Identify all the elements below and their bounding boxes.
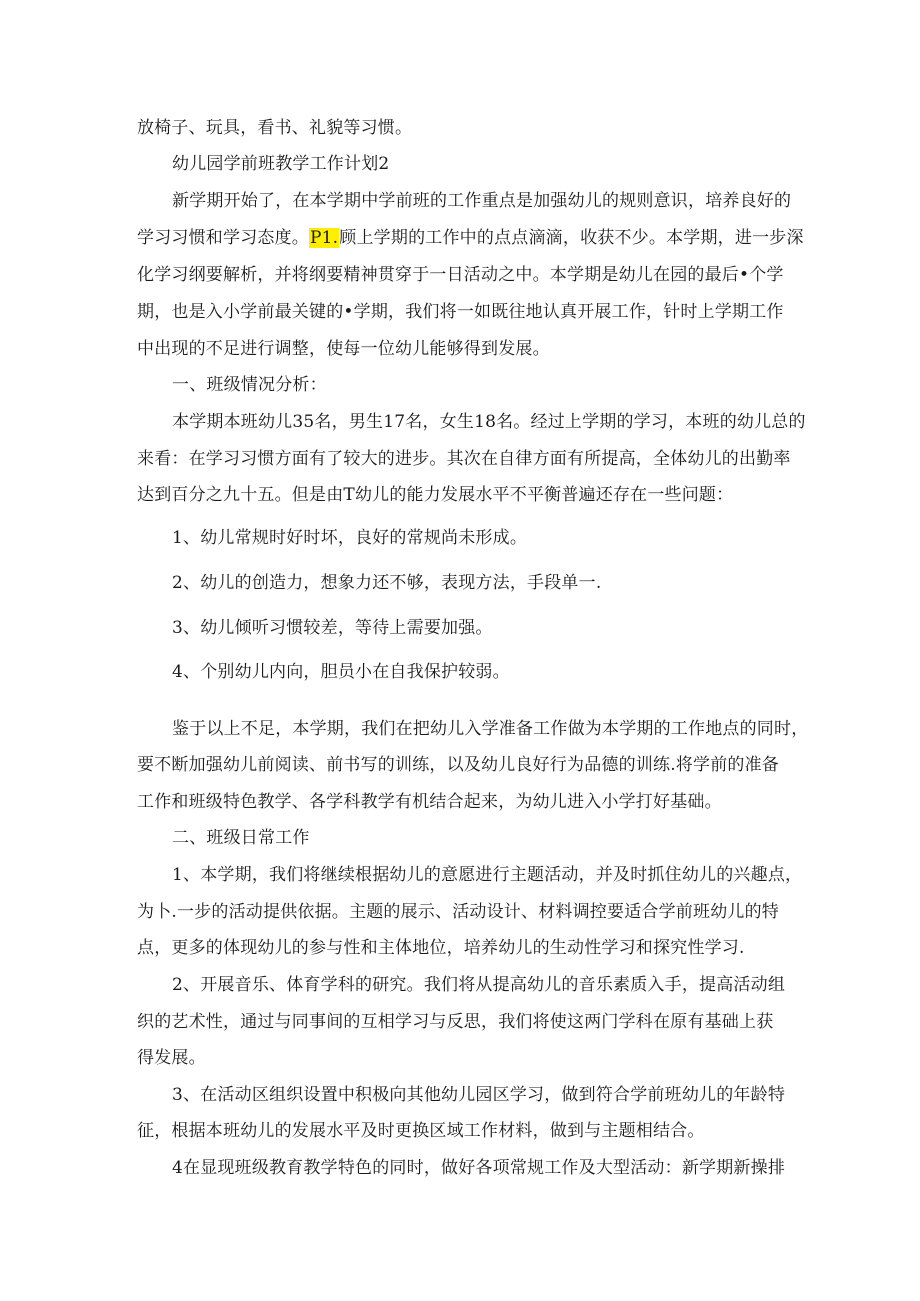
text-line: 要不断加强幼儿前阅读、前书写的训练，以及幼儿良好行为品德的训练.将学前的准备 [137,755,780,775]
section-heading: 一、班级情况分析： [172,375,327,395]
text-line [137,227,804,249]
section-title: 幼儿园学前班教学工作计划2 [172,154,390,174]
text-line: 织的艺术性，通过与同事间的互相学习与反思，我们将使这两门学科在原有基础上获 [137,1012,774,1032]
text-line: 4在显现班级教育教学特色的同时，做好各项常规工作及大型活动：新学期新操排 [172,1158,786,1178]
list-item: 2、幼儿的创造力，想象力还不够，表现方法，手段单一. [172,573,602,593]
text-line: 得发展。 [137,1048,206,1068]
text-fragment: 顾上学期的工作中的点点滴滴，收获不少。本学期，进一步深 [339,228,804,248]
text-line: 来看：在学习习惯方面有了较大的进步。其次在自律方面有所提高，全体幼儿的出勤率 [137,449,791,469]
text-fragment: 学习习惯和学习态度。 [137,228,309,248]
list-item: 4、个别幼儿内向，胆员小在自我保护较弱。 [172,662,510,682]
list-item: 3、幼儿倾听习惯较差，等待上需要加强。 [172,618,493,638]
text-line: 为卜.一步的活动提供依据。主题的展示、活动设计、材料调控要适合学前班幼儿的特 [137,902,780,922]
text-line: 2、开展音乐、体育学科的研究。我们将从提高幼儿的音乐素质入手，提高活动组 [172,975,786,995]
text-line: 工作和班级特色教学、各学科教学有机结合起来，为幼儿进入小学打好基础。 [137,792,722,812]
text-line: 本学期本班幼儿35名，男生17名，女生18名。经过上学期的学习，本班的幼儿总的 [172,412,806,432]
highlighted-text: P1. [310,228,339,248]
text-line: 达到百分之九十五。但是由T幼儿的能力发展水平不平衡普遍还存在一些问题： [137,485,734,505]
text-line: 放椅子、玩具，看书、礼貌等习惯。 [137,118,413,138]
text-line: 化学习纲要解析，并将纲要精神贯穿于一日活动之中。本学期是幼儿在园的最后•个学 [137,265,784,285]
text-line: 期，也是入小学前最关键的•学期，我们将一如既往地认真开展工作，针时上学期工作 [137,302,784,322]
text-line: 征，根据本班幼儿的发展水平及时更换区域工作材料，做到与主题相结合。 [137,1121,705,1141]
list-item: 1、幼儿常规时好时坏，良好的常规尚未形成。 [172,528,528,548]
text-line: 中出现的不足进行调整，使每一位幼儿能够得到发展。 [137,339,550,359]
text-line: 1、本学期，我们将继续根据幼儿的意愿进行主题活动，并及时抓住幼儿的兴趣点， [172,865,803,885]
text-line: 点，更多的体现幼儿的参与性和主体地位，培养幼儿的生动性学习和探究性学习. [137,938,745,958]
text-line: 新学期开始了，在本学期中学前班的工作重点是加强幼儿的规则意识，培养良好的 [172,191,792,211]
text-line: 3、在活动区组织设置中积极向其他幼儿园区学习，做到符合学前班幼儿的年龄特 [172,1085,786,1105]
section-heading: 二、班级日常工作 [172,828,310,848]
text-line: 鉴于以上不足，本学期，我们在把幼儿入学准备工作做为本学期的工作地点的同时， [172,719,809,739]
